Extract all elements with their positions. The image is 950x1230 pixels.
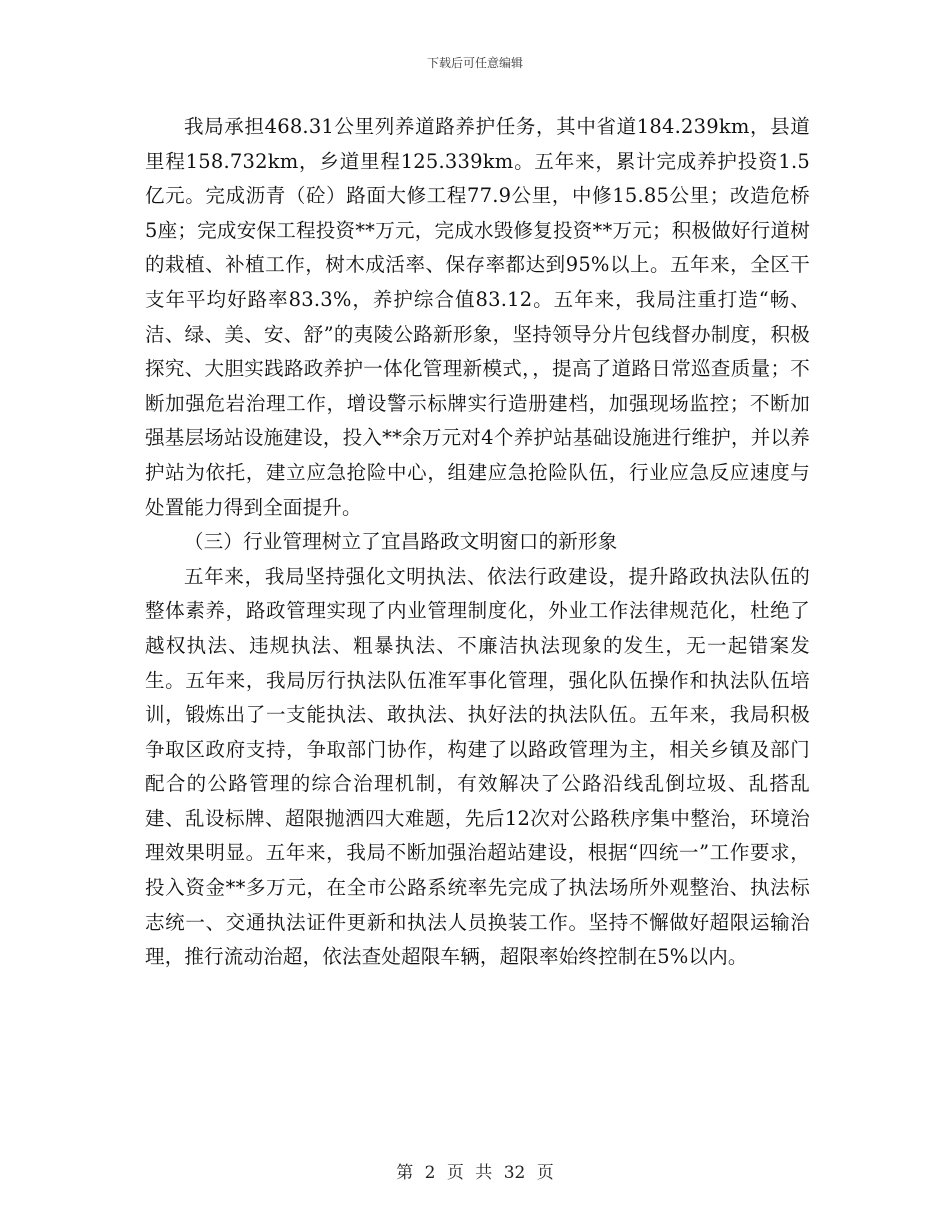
section-heading-industry-management: （三）行业管理树立了宜昌路政文明窗口的新形象 (184, 530, 618, 554)
page-header-note: 下载后可任意编辑 (426, 56, 523, 70)
page-number: 第 2 页 共 32 页 (396, 1163, 554, 1183)
paragraph-maintenance: 我局承担468.31公里列养道路养护任务，其中省道184.239km，县道里程158.732km，乡道里程125.339km。五年来，累计完成养护投资1.5亿元。完成沥青（砼）路面大修工程77.9公里，中修15.85公里；改造危桥5座；完成安保工程投资**万元，完成水毁修复投资**万元；积极做好行道树的栽植、补植工作，树木成活率、保存率都达到95%以上。五年来，全区干支年平均好路率83.3%，养护综合值83.12。五年来，我局注重打造“畅、洁、绿、美、安、舒”的夷陵公路新形象，坚持领导分片包线督办制度，积极探究、大胆实践路政养护一体化管理新模式，，提高了道路日常巡查质量；不断加强危岩治理工作，增设警示标牌实行造册建档，加强现场监控；不断加强基层场站设施建设，投入**余万元对4个养护站基础设施进行维护，并以养护站为依托，建立应急抢险中心，组建应急抢险队伍，行业应急反应速度与处置能力得到全面提升。 (145, 115, 810, 519)
paragraph-law-enforcement: 五年来，我局坚持强化文明执法、依法行政建设，提升路政执法队伍的整体素养，路政管理实现了内业管理制度化，外业工作法律规范化，杜绝了越权执法、违规执法、粗暴执法、不廉洁执法现象的发生，无一起错案发生。五年来，我局厉行执法队伍准军事化管理，强化队伍操作和执法队伍培训，锻炼出了一支能执法、敢执法、执好法的执法队伍。五年来，我局积极争取区政府支持，争取部门协作，构建了以路政管理为主，相关乡镇及部门配合的公路管理的综合治理机制，有效解决了公路沿线乱倒垃圾、乱搭乱建、乱设标牌、超限抛洒四大难题，先后12次对公路秩序集中整治，环境治理效果明显。五年来，我局不断加强治超站建设，根据“四统一”工作要求，投入资金**多万元，在全市公路系统率先完成了执法场所外观整治、执法标志统一、交通执法证件更新和执法人员换装工作。坚持不懈做好超限运输治理，推行流动治超，依法查处超限车辆，超限率始终控制在5%以内。 (145, 564, 810, 969)
document-body (145, 110, 810, 975)
